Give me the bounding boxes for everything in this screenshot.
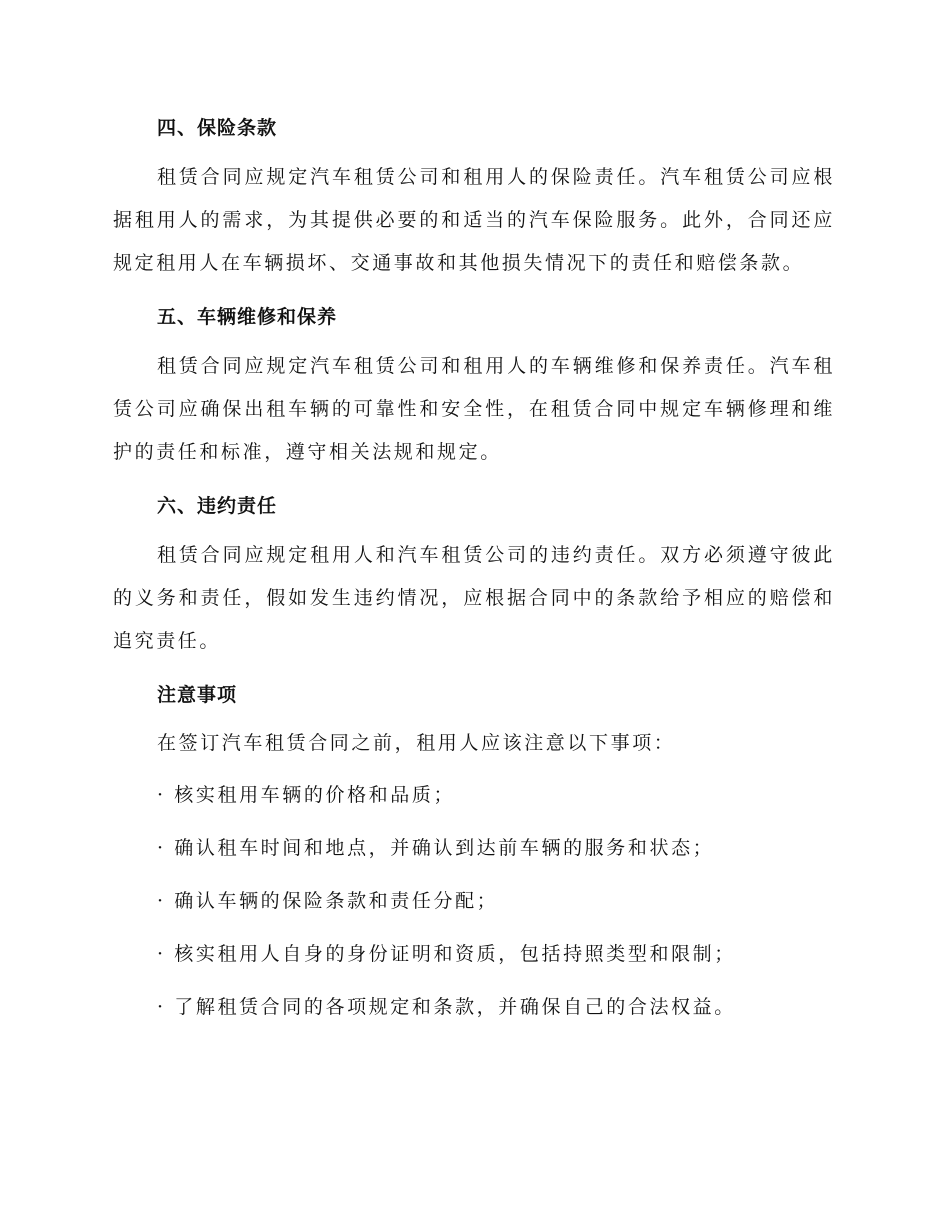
section-paragraph: 租赁合同应规定汽车租赁公司和租用人的车辆维修和保养责任。汽车租赁公司应确保出租车辆的可靠性和安全性，在租赁合同中规定车辆修理和维护的责任和标准，遵守相关法规和规定。 xyxy=(113,355,835,463)
section-notes xyxy=(113,675,835,1027)
section-paragraph: 租赁合同应规定汽车租赁公司和租用人的保险责任。汽车租赁公司应根据租用人的需求，为其提供必要的和适当的汽车保险服务。此外，合同还应规定租用人在车辆损坏、交通事故和其他损失情况下的责任和赔偿条款。 xyxy=(113,166,835,274)
notes-heading: 注意事项 xyxy=(157,684,238,706)
section-breach xyxy=(113,486,835,663)
section-insurance xyxy=(113,108,835,285)
list-item: · 了解租赁合同的各项规定和条款，并确保自己的合法权益。 xyxy=(157,996,736,1018)
document-body xyxy=(113,108,835,1040)
section-maintenance xyxy=(113,297,835,474)
list-item: · 确认车辆的保险条款和责任分配； xyxy=(157,890,499,912)
section-heading: 四、保险条款 xyxy=(157,117,278,139)
list-item: · 核实租用人自身的身份证明和资质，包括持照类型和限制； xyxy=(157,943,736,965)
section-paragraph: 租赁合同应规定租用人和汽车租赁公司的违约责任。双方必须遵守彼此的义务和责任，假如发生违约情况，应根据合同中的条款给予相应的赔偿和追究责任。 xyxy=(113,544,835,652)
list-item: · 核实租用车辆的价格和品质； xyxy=(157,784,456,806)
list-item: · 确认租车时间和地点，并确认到达前车辆的服务和状态； xyxy=(157,837,715,859)
section-heading: 五、车辆维修和保养 xyxy=(157,306,338,328)
section-heading: 六、违约责任 xyxy=(157,495,278,517)
notes-intro: 在签订汽车租赁合同之前，租用人应该注意以下事项： xyxy=(157,732,676,754)
